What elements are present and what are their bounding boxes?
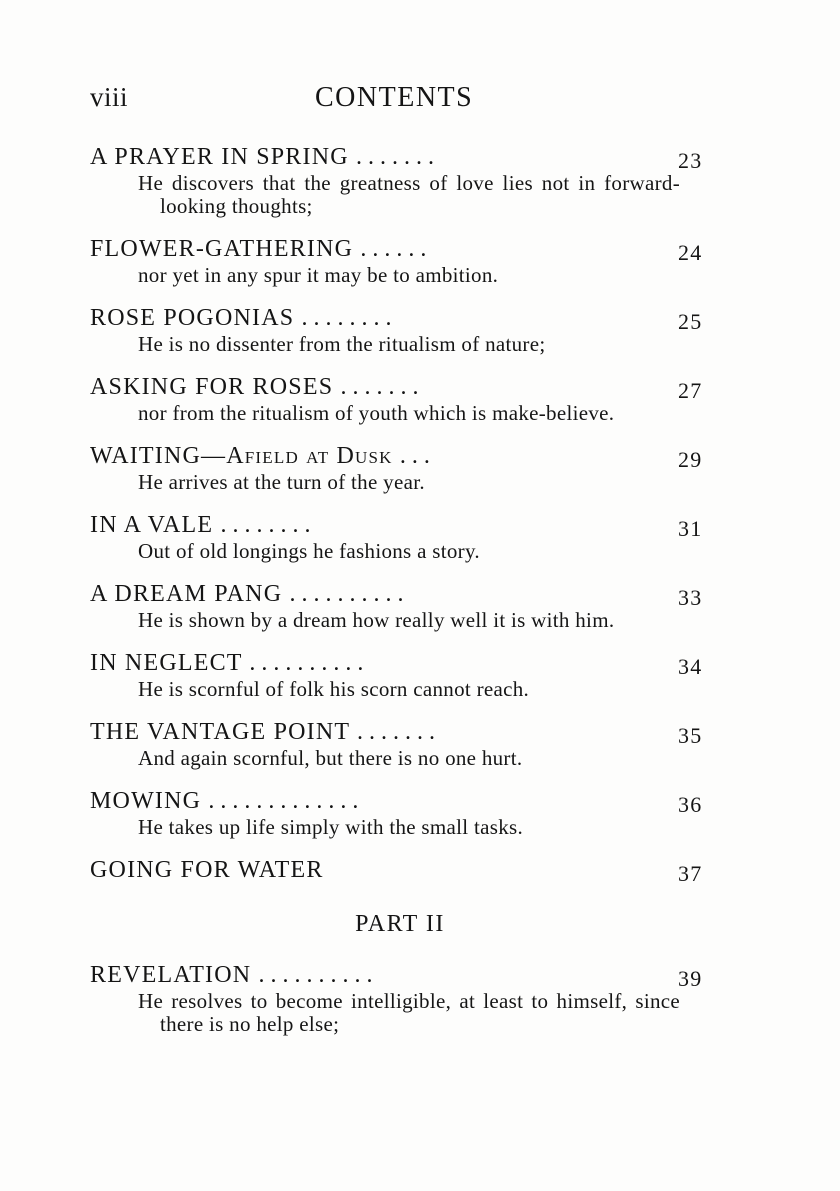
dot-leader: . . . . . . . . . . bbox=[289, 581, 404, 607]
toc-entry-title: ASKING FOR ROSES bbox=[90, 374, 334, 400]
dot-leader: . . . . . . . . . . bbox=[249, 650, 364, 676]
dot-leader: . . . . . . . bbox=[340, 374, 419, 400]
toc-entry bbox=[90, 372, 710, 425]
toc-entry bbox=[90, 303, 710, 356]
toc-entry-gloss: He is shown by a dream how really well it is with him. bbox=[138, 608, 615, 632]
toc-entry-title: THE VANTAGE POINT bbox=[90, 719, 350, 745]
toc-page-number: 31 bbox=[678, 516, 703, 541]
toc-entry-gloss: Out of old longings he fashions a story. bbox=[138, 539, 480, 563]
toc-entry-gloss: He resolves to become intelligible, at least to himself, since there is no help else; bbox=[138, 989, 680, 1036]
toc-entry-subtitle: Afield at Dusk bbox=[226, 443, 393, 469]
toc-entry-title: WAITING— bbox=[90, 443, 227, 469]
toc-entry bbox=[90, 648, 710, 701]
toc-entry-title: REVELATION bbox=[90, 962, 252, 988]
dot-leader: . . . bbox=[399, 443, 430, 469]
dot-leader: . . . . . . . . . . . . . bbox=[208, 788, 359, 814]
dot-leader: . . . . . . . . bbox=[220, 512, 311, 538]
toc-page-number: 25 bbox=[678, 309, 703, 334]
toc-entry bbox=[90, 234, 710, 287]
toc-entry-gloss: He takes up life simply with the small tasks. bbox=[138, 815, 524, 839]
toc-entry-title: ROSE POGONIAS bbox=[90, 305, 295, 331]
toc-entry-title: A DREAM PANG bbox=[90, 581, 283, 607]
toc-page-number: 27 bbox=[678, 378, 703, 403]
toc-page-number: 37 bbox=[678, 861, 703, 886]
toc-page-number: 39 bbox=[678, 966, 703, 991]
toc-entry bbox=[90, 786, 710, 839]
toc-page-number: 29 bbox=[678, 447, 703, 472]
toc-page-number: 24 bbox=[678, 240, 703, 265]
contents-list bbox=[90, 142, 710, 1052]
toc-entry bbox=[90, 510, 710, 563]
toc-page-number: 34 bbox=[678, 654, 703, 679]
dot-leader: . . . . . . . . . . bbox=[258, 962, 373, 988]
part-heading: PART II bbox=[355, 911, 445, 937]
toc-entry-gloss: He is scornful of folk his scorn cannot reach. bbox=[138, 677, 530, 701]
toc-entry-title: GOING FOR WATER bbox=[90, 857, 324, 883]
toc-page-number: 23 bbox=[678, 148, 703, 173]
toc-entry-gloss: He arrives at the turn of the year. bbox=[138, 470, 425, 494]
toc-entry-title: IN A VALE bbox=[90, 512, 214, 538]
toc-page-number: 35 bbox=[678, 723, 703, 748]
toc-entry-title: IN NEGLECT bbox=[90, 650, 243, 676]
page-header bbox=[90, 82, 710, 118]
toc-entry-gloss: He is no dissenter from the ritualism of nature; bbox=[138, 332, 546, 356]
dot-leader: . . . . . . . bbox=[355, 144, 434, 170]
toc-entry bbox=[90, 142, 710, 218]
dot-leader: . . . . . . bbox=[360, 236, 427, 262]
toc-page-number: 36 bbox=[678, 792, 703, 817]
toc-page-number: 33 bbox=[678, 585, 703, 610]
toc-entry bbox=[90, 441, 710, 494]
dot-leader: . . . . . . . . bbox=[301, 305, 392, 331]
running-head-title: CONTENTS bbox=[315, 82, 474, 113]
toc-entry bbox=[90, 855, 710, 885]
toc-entry-title: MOWING bbox=[90, 788, 202, 814]
toc-entry bbox=[90, 717, 710, 770]
toc-entry-gloss: And again scornful, but there is no one hurt. bbox=[138, 746, 523, 770]
toc-entry-title: A PRAYER IN SPRING bbox=[90, 144, 349, 170]
toc-entry-title: FLOWER-GATHERING bbox=[90, 236, 354, 262]
toc-entry-gloss: nor from the ritualism of youth which is make-believe. bbox=[138, 401, 615, 425]
toc-entry-gloss: He discovers that the greatness of love lies not in forward-looking thoughts; bbox=[138, 171, 680, 218]
toc-entry-gloss: nor yet in any spur it may be to ambition. bbox=[138, 263, 499, 287]
page-folio: viii bbox=[90, 82, 129, 112]
dot-leader: . . . . . . . bbox=[357, 719, 436, 745]
toc-entry bbox=[90, 960, 710, 1036]
toc-entry bbox=[90, 579, 710, 632]
